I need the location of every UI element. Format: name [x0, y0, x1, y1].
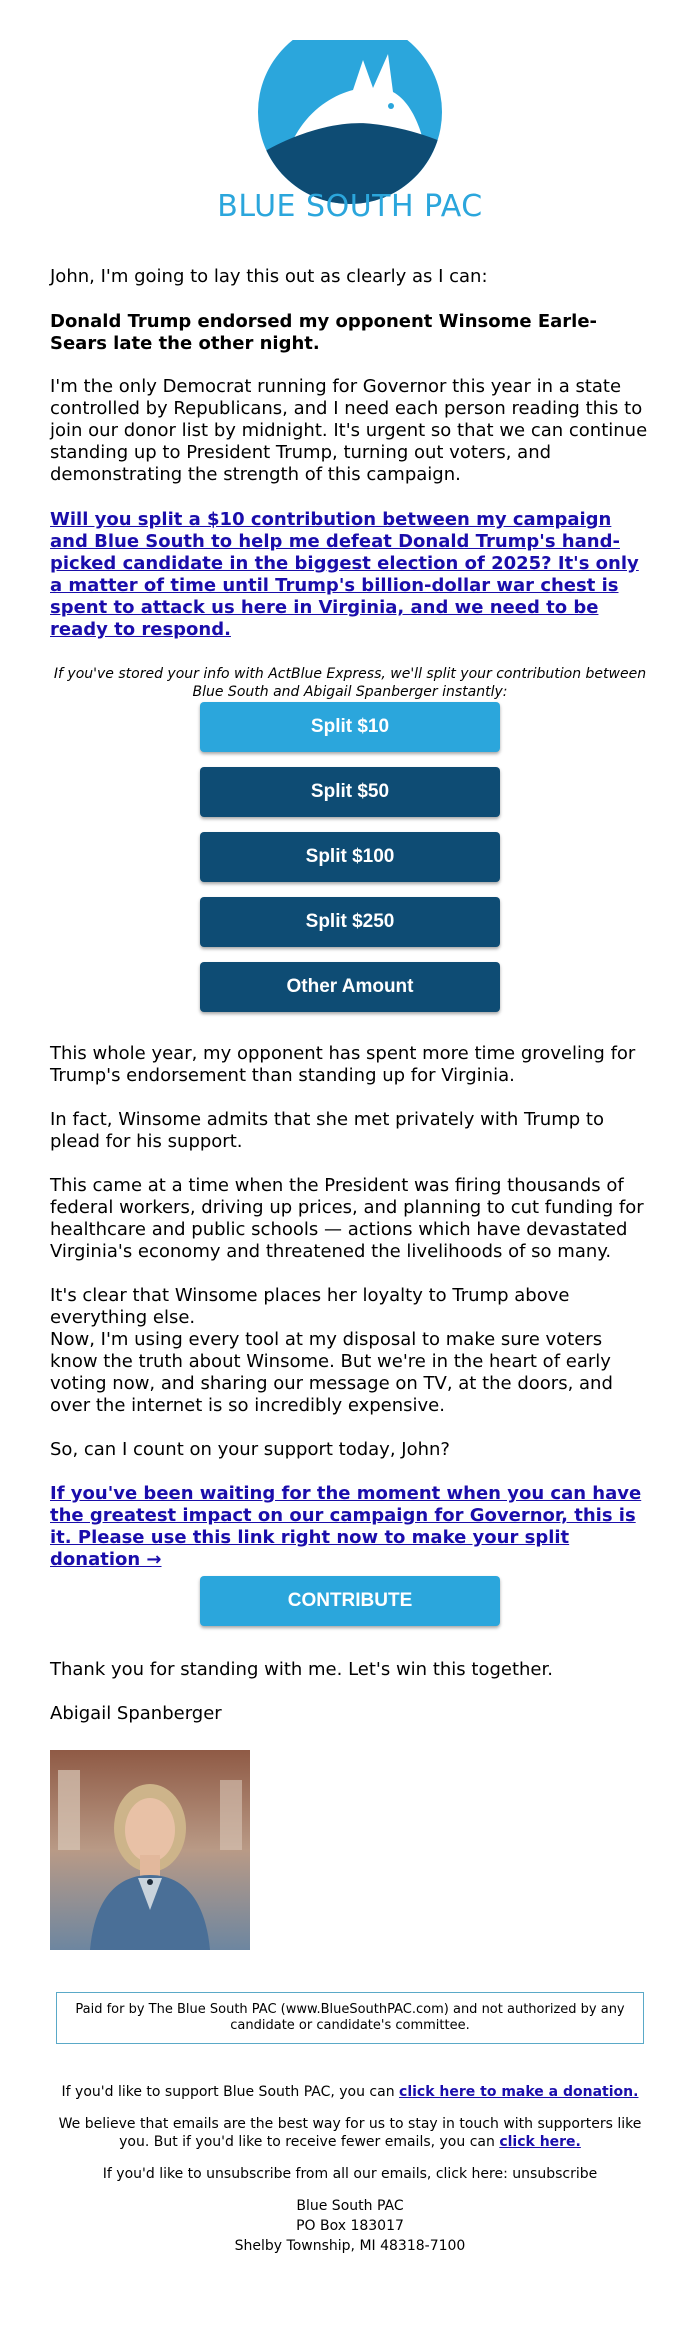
logo — [0, 0, 700, 240]
donation-link[interactable]: click here to make a donation. — [399, 2084, 639, 2100]
split-donation-link[interactable]: If you've been waiting for the moment when you can have the greatest impact on our campaign for Governor, this is it. Please use this link right now to make your split donation → — [50, 1483, 642, 1570]
support-line — [50, 2083, 650, 2101]
fewer-emails-prefix: We believe that emails are the best way for us to stay in touch with supporters like you. But if you'd like to receive fewer emails, you can — [58, 2116, 642, 2150]
intro-paragraph: I'm the only Democrat running for Governor this year in a state controlled by Republicans, and I need each person reading this to join our donor list by midnight. It's urgent so that we can continue standing up to President Trump, turning out voters, and demonstrating the strength of this campaign. — [50, 376, 648, 485]
contribute-button[interactable]: CONTRIBUTE — [200, 1576, 500, 1626]
split-50-button[interactable]: Split $50 — [200, 767, 500, 817]
closing-line: Thank you for standing with me. Let's win this together. — [50, 1659, 553, 1680]
paid-for-disclaimer: Paid for by The Blue South PAC (www.BlueSouthPAC.com) and not authorized by any candidate or candidate's committee. — [56, 1992, 644, 2044]
split-ask-link[interactable]: Will you split a $10 contribution between my campaign and Blue South to help me defeat Donald Trump's hand-picked candidate in the biggest election of 2025? It's only a matter of time until Trump's billion-dollar war chest is spent to attack us here in Virginia, and we need to be ready to respond. — [50, 509, 639, 640]
address-po-box: PO Box 183017 — [296, 2218, 404, 2234]
split-100-button[interactable]: Split $100 — [200, 832, 500, 882]
paragraph-met-privately: In fact, Winsome admits that she met privately with Trump to plead for his support. — [50, 1109, 604, 1152]
headline: Donald Trump endorsed my opponent Winsome Earle-Sears late the other night. — [50, 311, 597, 354]
candidate-photo — [50, 1750, 250, 1950]
fewer-emails-link[interactable]: click here. — [499, 2134, 581, 2150]
fewer-emails-line — [50, 2115, 650, 2151]
paragraph-count-on-you: So, can I count on your support today, John? — [50, 1439, 450, 1460]
paragraph-loyalty: It's clear that Winsome places her loyalty to Trump above everything else. — [50, 1285, 570, 1328]
split-10-button[interactable]: Split $10 — [200, 702, 500, 752]
greeting: John, I'm going to lay this out as clearly as I can: — [50, 266, 488, 287]
address-name: Blue South PAC — [296, 2198, 404, 2214]
logo-text: BLUE SOUTH PAC — [217, 189, 483, 224]
other-amount-button[interactable]: Other Amount — [200, 962, 500, 1012]
split-250-button[interactable]: Split $250 — [200, 897, 500, 947]
unsubscribe-line[interactable]: If you'd like to unsubscribe from all our emails, click here: unsubscribe — [102, 2166, 598, 2182]
paragraph-every-tool: Now, I'm using every tool at my disposal to make sure voters know the truth about Winsome. But we're in the heart of early voting now, and sharing our message on TV, at the doors, and over the internet is so incredibly expensive. — [50, 1329, 613, 1416]
paragraph-groveling: This whole year, my opponent has spent more time groveling for Trump's endorsement than standing up for Virginia. — [50, 1043, 636, 1086]
signature: Abigail Spanberger — [50, 1703, 222, 1724]
address-city: Shelby Township, MI 48318-7100 — [234, 2238, 466, 2254]
paragraph-federal-workers: This came at a time when the President was firing thousands of federal workers, driving up prices, and planning to cut funding for healthcare and public schools — actions which have devastated Virginia's economy and threatened the livelihoods of so many. — [50, 1175, 644, 1262]
support-prefix: If you'd like to support Blue South PAC, you can — [61, 2084, 400, 2100]
actblue-express-note: If you've stored your info with ActBlue Express, we'll split your contribution between Blue South and Abigail Spanberger instantly: — [53, 666, 647, 700]
